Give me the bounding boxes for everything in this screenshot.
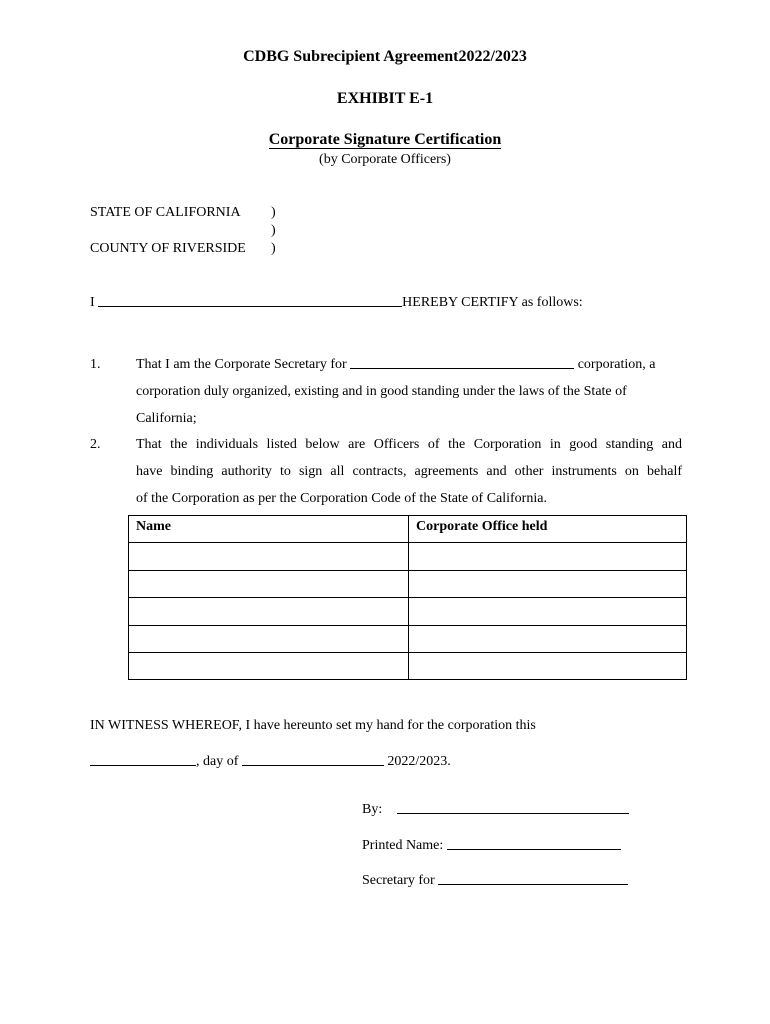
officers-table: [128, 515, 687, 680]
witness-year: 2022/2023.: [387, 754, 451, 769]
certification-subheading: (by Corporate Officers): [319, 152, 451, 167]
day-of-label: , day of: [196, 754, 239, 769]
office-cell[interactable]: [409, 652, 687, 679]
item-1-line-2: corporation duly organized, existing and in good standing under the laws of the State of: [136, 384, 627, 399]
venue-paren-1: ): [271, 205, 276, 220]
secretary-for-line: [362, 873, 628, 889]
name-cell[interactable]: [129, 570, 409, 597]
witness-date-line: [90, 754, 451, 770]
corporation-name-blank[interactable]: [350, 367, 574, 369]
venue-county: COUNTY OF RIVERSIDE: [90, 241, 246, 256]
venue-state: STATE OF CALIFORNIA: [90, 205, 241, 220]
item-2-line-1: That the individuals listed below are Officers of the Corporation in good standing and: [136, 437, 682, 452]
secretary-for-blank[interactable]: [438, 883, 628, 885]
item-1-line-1-post: corporation, a: [577, 357, 656, 372]
item-2-line-3: of the Corporation as per the Corporation Code of the State of California.: [136, 491, 547, 506]
table-header-row: [129, 516, 687, 543]
certify-line: [90, 295, 583, 311]
printed-name-blank[interactable]: [447, 848, 621, 850]
table-row: [129, 625, 687, 652]
item-1-number: 1.: [90, 357, 101, 372]
name-cell[interactable]: [129, 543, 409, 570]
item-1-line-1-pre: That I am the Corporate Secretary for: [136, 357, 347, 372]
header-office: Corporate Office held: [409, 516, 687, 543]
office-cell[interactable]: [409, 543, 687, 570]
printed-name-line: [362, 838, 621, 854]
printed-name-label: Printed Name:: [362, 838, 444, 853]
by-label: By:: [362, 802, 383, 817]
table-row: [129, 598, 687, 625]
item-2-number: 2.: [90, 437, 101, 452]
table-row: [129, 652, 687, 679]
exhibit-label: EXHIBIT E-1: [336, 90, 434, 107]
item-1-line-3: California;: [136, 411, 197, 426]
venue-paren-2: ): [271, 223, 276, 238]
signature-blank[interactable]: [397, 812, 629, 814]
venue-paren-3: ): [271, 241, 276, 256]
name-cell[interactable]: [129, 625, 409, 652]
day-blank[interactable]: [90, 764, 196, 766]
table-row: [129, 570, 687, 597]
office-cell[interactable]: [409, 625, 687, 652]
witness-statement: IN WITNESS WHEREOF, I have hereunto set my hand for the corporation this: [90, 718, 536, 733]
item-2-line-2: have binding authority to sign all contracts, agreements and other instruments on behalf: [136, 464, 682, 479]
name-cell[interactable]: [129, 598, 409, 625]
certify-prefix: I: [90, 295, 95, 310]
name-cell[interactable]: [129, 652, 409, 679]
certifier-name-blank[interactable]: [98, 305, 402, 307]
month-blank[interactable]: [242, 764, 384, 766]
certification-heading: [0, 131, 770, 149]
office-cell[interactable]: [409, 570, 687, 597]
secretary-for-label: Secretary for: [362, 873, 435, 888]
item-1-line-1: [136, 357, 655, 373]
certify-suffix: HEREBY CERTIFY as follows:: [402, 295, 583, 310]
by-line: [362, 802, 629, 818]
document-title: CDBG Subrecipient Agreement2022/2023: [243, 48, 527, 65]
table-row: [129, 543, 687, 570]
header-name: Name: [129, 516, 409, 543]
office-cell[interactable]: [409, 598, 687, 625]
certification-heading-text: Corporate Signature Certification: [268, 131, 502, 148]
